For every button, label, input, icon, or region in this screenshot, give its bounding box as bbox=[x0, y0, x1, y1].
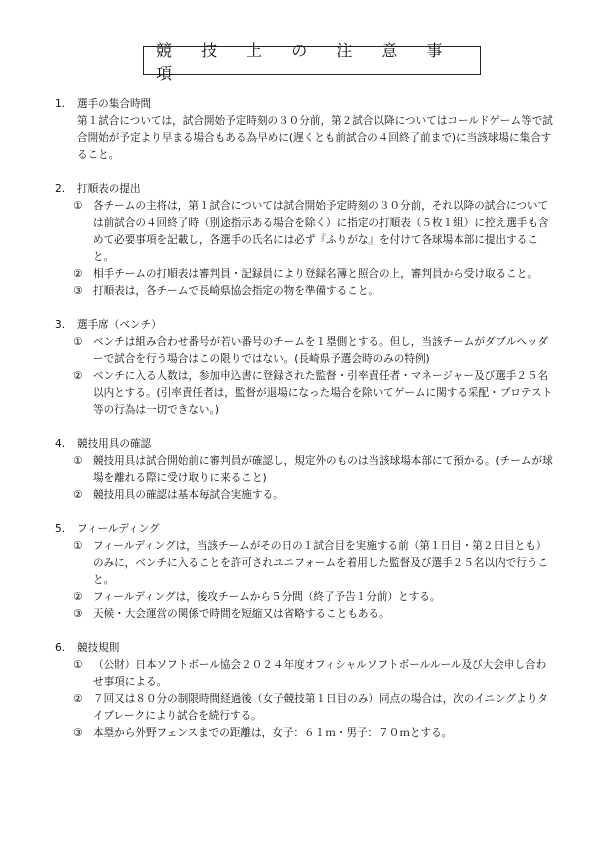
section-1 bbox=[55, 96, 555, 164]
list-item bbox=[55, 487, 555, 504]
item-text: フィールディングは，後攻チームから５分間（終了予告１分前）とする。 bbox=[93, 591, 441, 603]
list-item bbox=[55, 334, 555, 368]
item-number: ② bbox=[73, 489, 83, 501]
section-heading: 競技用具の確認 bbox=[77, 438, 152, 450]
item-text: 天候・大会運営の関係で時間を短縮又は省略することもある。 bbox=[93, 608, 390, 620]
item-text: 競技用具の確認は基本毎試合実施する。 bbox=[93, 489, 284, 501]
section-2 bbox=[55, 181, 555, 300]
section-number: 1. bbox=[55, 98, 66, 110]
section-number: 6. bbox=[55, 642, 66, 654]
item-text: フィールディングは，当該チームがその日の１試合目を実施する前（第１日目・第２日目とも）のみに，ベンチに入ることを許可されユニフォームを着用した監督及び選手２５名以内で行うこと。 bbox=[93, 540, 548, 586]
title-box bbox=[143, 40, 481, 83]
section-heading: 競技規則 bbox=[77, 642, 120, 654]
item-text: ベンチは組み合わせ番号が若い番号のチームを１塁側とする。但し，当該チームがダブルヘッダーで試合を行う場合はこの限りではない。(長崎県予選会時のみの特例) bbox=[93, 336, 549, 365]
section-number: 2. bbox=[55, 183, 66, 195]
item-text: 相手チームの打順表は審判員・記録員により登録名簿と照合の上，審判員から受け取ること。 bbox=[93, 268, 538, 280]
list-item bbox=[55, 266, 555, 283]
list-item bbox=[55, 538, 555, 589]
page-title: 競 技 上 の 注 意 事 項 bbox=[156, 40, 455, 83]
section-4 bbox=[55, 436, 555, 504]
document-body bbox=[55, 96, 555, 759]
section-heading: 選手席（ベンチ） bbox=[77, 319, 162, 331]
item-text: ７回又は８０分の制限時間経過後（女子競技第１日目のみ）同点の場合は，次のイニングよりタイブレークにより試合を続行する。 bbox=[93, 693, 548, 722]
list-item bbox=[55, 198, 555, 266]
list-item bbox=[55, 657, 555, 691]
list-item bbox=[55, 725, 555, 742]
section-heading: 打順表の提出 bbox=[77, 183, 141, 195]
list-item bbox=[55, 283, 555, 300]
item-number: ③ bbox=[73, 727, 83, 739]
item-number: ① bbox=[73, 540, 83, 552]
item-text: 競技用具は試合開始前に審判員が確認し，規定外のものは当該球場本部にて預かる。(チームが球場を離れる際に受け取りに来ること) bbox=[93, 455, 553, 484]
list-item bbox=[55, 691, 555, 725]
item-number: ③ bbox=[73, 285, 83, 297]
section-number: 4. bbox=[55, 438, 66, 450]
section-heading: フィールディング bbox=[77, 523, 160, 535]
section-heading: 選手の集合時間 bbox=[77, 98, 152, 110]
item-number: ① bbox=[73, 336, 83, 348]
item-number: ① bbox=[73, 200, 83, 212]
item-number: ② bbox=[73, 693, 83, 705]
item-number: ② bbox=[73, 591, 83, 603]
section-3 bbox=[55, 317, 555, 419]
list-item bbox=[55, 453, 555, 487]
item-number: ③ bbox=[73, 608, 83, 620]
section-text: 第１試合については，試合開始予定時刻の３０分前，第２試合以降についてはコールドゲーム等で試合開始が予定より早まる場合もある為早めに(遅くとも前試合の４回終了前まで)に当該球場に集合すること。 bbox=[77, 115, 553, 161]
item-number: ② bbox=[73, 268, 83, 280]
list-item bbox=[55, 606, 555, 623]
item-text: 本塁から外野フェンスまでの距離は，女子：６１ｍ・男子：７０ｍとする。 bbox=[93, 727, 453, 739]
item-number: ② bbox=[73, 370, 83, 382]
section-number: 3. bbox=[55, 319, 66, 331]
item-number: ① bbox=[73, 659, 83, 671]
item-text: （公財）日本ソフトボール協会２０２４年度オフィシャルソフトボールルール及び大会申し合わせ事項による。 bbox=[93, 659, 547, 688]
list-item bbox=[55, 368, 555, 419]
item-text: ベンチに入る人数は，参加申込書に登録された監督・引率責任者・マネージャー及び選手２５名以内とする。(引率責任者は，監督が退場になった場合を除いてゲームに関する采配・プロテスト等の行為は一切できない。) bbox=[93, 370, 553, 416]
section-number: 5. bbox=[55, 523, 66, 535]
item-number: ① bbox=[73, 455, 83, 467]
item-text: 打順表は，各チームで長崎県協会指定の物を準備すること。 bbox=[93, 285, 380, 297]
item-text: 各チームの主将は，第１試合については試合開始予定時刻の３０分前，それ以降の試合については前試合の４回終了時（別途指示ある場合を除く）に指定の打順表（５枚１組）に控え選手も含めて必要事項を記載し，各選手の氏名には必ず『ふりがな』を付けて各球場本部に提出すること。 bbox=[93, 200, 549, 263]
section-5 bbox=[55, 521, 555, 623]
list-item bbox=[55, 589, 555, 606]
section-6 bbox=[55, 640, 555, 742]
